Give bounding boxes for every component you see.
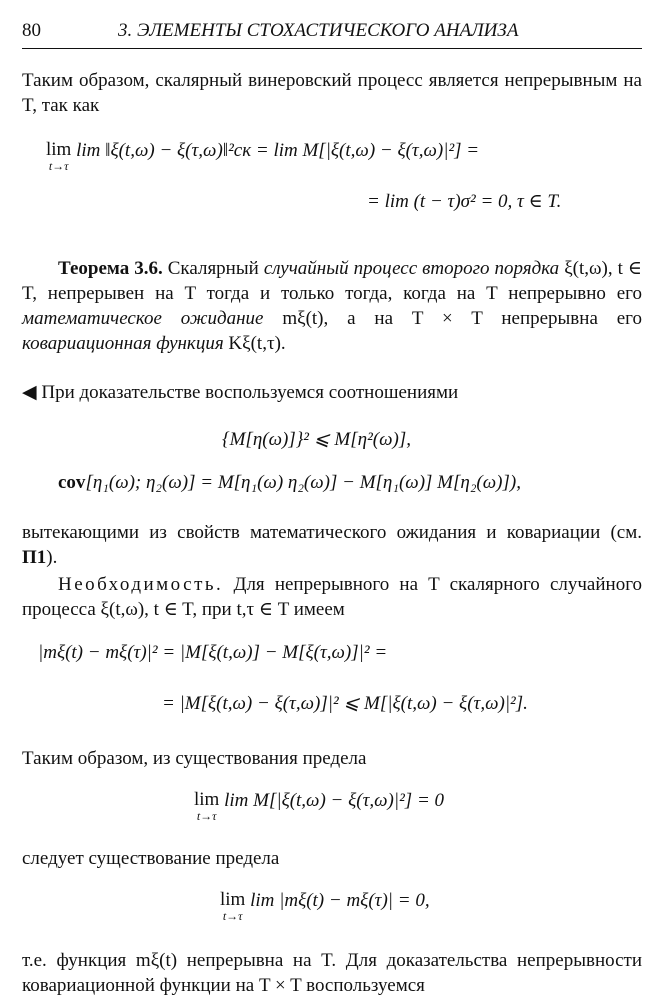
equation-jensen — [222, 428, 411, 451]
equation-body: {M[η(ω)]}² ⩽ M[η²(ω)], — [222, 429, 411, 450]
equation-limit-zero — [194, 790, 444, 822]
reference: П1 — [22, 547, 47, 568]
cov-operator: cov — [58, 472, 86, 493]
chapter-title: 3. ЭЛЕМЕНТЫ СТОХАСТИЧЕСКОГО АНАЛИЗА — [118, 20, 519, 41]
equation-covariance — [58, 472, 521, 494]
lim-operator: lim t→τ — [220, 889, 246, 923]
theorem-term: математическое ожидание — [22, 308, 264, 329]
paragraph-follows: следует существование предела — [22, 848, 280, 869]
equation-body: lim ‖ξ(t,ω) − ξ(τ,ω)‖²ск = lim M[|ξ(t,ω) − ξ(τ,ω)|²] = — [76, 140, 480, 161]
paragraph-wiener: Таким образом, скалярный винеровский процесс является непрерывным на T, так как — [22, 70, 642, 116]
equation-limit-result — [367, 190, 561, 213]
proof-start: ◀ При доказательстве воспользуемся соотношениями — [22, 382, 459, 403]
theorem-3-6 — [22, 256, 642, 356]
equation-body: |mξ(t) − mξ(τ)|² = |M[ξ(t,ω)] − M[ξ(τ,ω)]|² = — [38, 642, 388, 663]
theorem-text: mξ(t), а на T × T непрерывна его — [282, 308, 642, 329]
equation-body: lim M[|ξ(t,ω) − ξ(τ,ω)|²] = 0 — [224, 790, 445, 811]
equation-mean-diff — [38, 642, 387, 664]
page — [22, 20, 643, 996]
equation-mean-limit — [220, 890, 430, 922]
paragraph-continuity: т.е. функция mξ(t) непрерывна на T. Для доказательства непрерывности ковариационной функции на T × T воспользуемся — [22, 950, 642, 996]
theorem-term: случайный процесс второго порядка — [263, 258, 560, 279]
theorem-term: ковариационная функция — [22, 333, 224, 354]
theorem-text: ξ(t,ω), t ∈ T, непрерывен на T тогда и только тогда, когда на T непрерывно его — [22, 258, 643, 304]
equation-body: = lim (t − τ)σ² = 0, τ ∈ T. — [367, 191, 562, 212]
theorem-label: Теорема 3.6. — [58, 258, 163, 279]
equation-limit-norm — [46, 140, 479, 172]
equation-body: [η₁(ω); η₂(ω)] = M[η₁(ω) η₂(ω)] − M[η₁(ω)] M[η₂(ω)]), — [85, 472, 521, 493]
equation-body: lim |mξ(t) − mξ(τ)| = 0, — [250, 890, 430, 911]
lim-operator: lim t→τ — [46, 139, 72, 173]
paragraph-existence: Таким образом, из существования предела — [22, 748, 367, 769]
paragraph-properties: вытекающими из свойств математического ожидания и ковариации (см. П1). — [22, 522, 642, 568]
paragraph-necessity: Необходимость. Для непрерывного на T скалярного случайного процесса ξ(t,ω), t ∈ T, при t,τ ∈ T имеем — [22, 574, 643, 620]
theorem-text: Kξ(t,τ). — [228, 333, 286, 354]
equation-mean-bound — [162, 692, 528, 715]
lim-operator: lim t→τ — [194, 789, 220, 823]
page-number: 80 — [22, 20, 41, 41]
running-header — [22, 20, 642, 49]
necessity-label: Необходимость. — [58, 574, 224, 595]
theorem-text: Скалярный — [167, 258, 259, 279]
equation-body: = |M[ξ(t,ω) − ξ(τ,ω)]|² ⩽ M[|ξ(t,ω) − ξ(τ,ω)|²]. — [162, 693, 528, 714]
